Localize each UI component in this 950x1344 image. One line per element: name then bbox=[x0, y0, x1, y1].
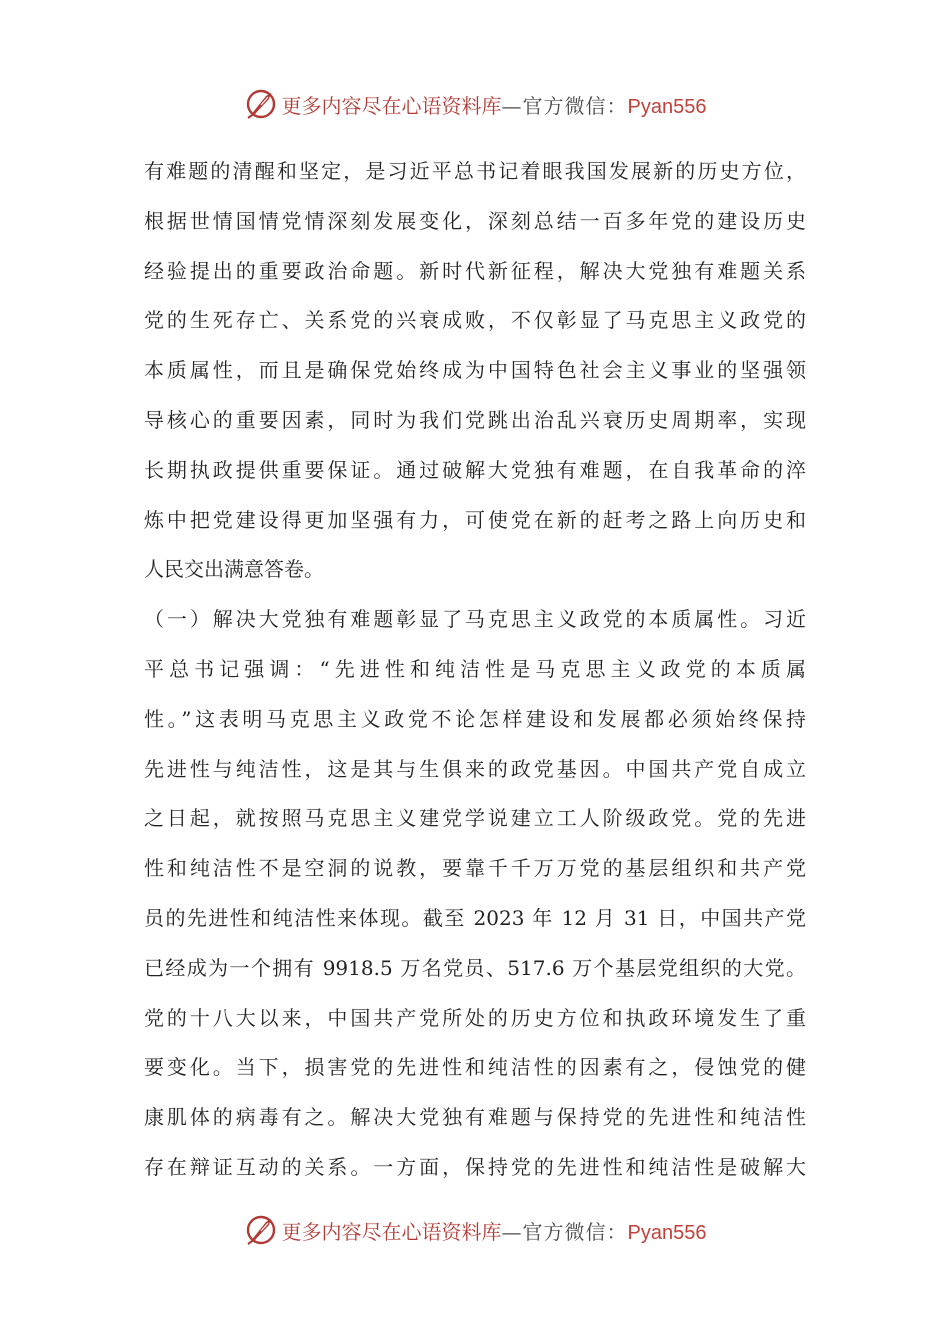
body-line-20: 康肌体的病毒有之。解决大党独有难题与保持党的先进性和纯洁性 bbox=[144, 1105, 806, 1130]
quill-logo-icon bbox=[244, 87, 278, 121]
body-line-7: 长期执政提供重要保证。通过破解大党独有难题，在自我革命的淬 bbox=[144, 457, 806, 482]
footer-banner-wechat: Pyan556 bbox=[627, 1221, 707, 1244]
body-line-9: 人民交出满意答卷。 bbox=[144, 557, 324, 582]
body-line-12: 性。”这表明马克思主义政党不论怎样建设和发展都必须始终保持 bbox=[144, 706, 806, 731]
footer-banner-dash: — bbox=[501, 1219, 523, 1244]
body-line-19: 要变化。当下，损害党的先进性和纯洁性的因素有之，侵蚀党的健 bbox=[144, 1055, 806, 1080]
footer-banner-official: 官方微信： bbox=[522, 1219, 628, 1244]
body-line-4: 党的生死存亡、关系党的兴衰成败，不仅彰显了马克思主义政党的 bbox=[144, 308, 806, 333]
header-banner-dash: — bbox=[501, 93, 523, 118]
body-line-15: 性和纯洁性不是空洞的说教，要靠千千万万党的基层组织和共产党 bbox=[144, 856, 806, 881]
header-banner-wechat: Pyan556 bbox=[627, 95, 707, 118]
body-line-6: 导核心的重要因素，同时为我们党跳出治乱兴衰历史周期率，实现 bbox=[144, 407, 806, 432]
body-line-11: 平总书记强调：“先进性和纯洁性是马克思主义政党的本质属 bbox=[144, 656, 806, 681]
header-banner-text bbox=[282, 90, 707, 119]
footer-banner-text bbox=[282, 1216, 707, 1245]
header-banner bbox=[0, 84, 950, 124]
body-line-17: 已经成为一个拥有 9918.5 万名党员、517.6 万个基层党组织的大党。 bbox=[144, 955, 806, 980]
body-line-16: 员的先进性和纯洁性来体现。截至 2023 年 12 月 31 日，中国共产党 bbox=[144, 905, 806, 930]
body-line-21: 存在辩证互动的关系。一方面，保持党的先进性和纯洁性是破解大 bbox=[144, 1154, 806, 1179]
body-line-5: 本质属性，而且是确保党始终成为中国特色社会主义事业的坚强领 bbox=[144, 358, 806, 383]
header-banner-official: 官方微信： bbox=[522, 93, 628, 118]
footer-banner-lead: 更多内容尽在心语资料库 bbox=[281, 1219, 502, 1244]
quill-logo-icon bbox=[244, 1213, 278, 1247]
body-line-1: 有难题的清醒和坚定，是习近平总书记着眼我国发展新的历史方位， bbox=[144, 159, 806, 183]
body-line-8: 炼中把党建设得更加坚强有力，可使党在新的赶考之路上向历史和 bbox=[144, 507, 806, 532]
body-line-3: 经验提出的重要政治命题。新时代新征程，解决大党独有难题关系 bbox=[144, 258, 806, 283]
body-line-18: 党的十八大以来，中国共产党所处的历史方位和执政环境发生了重 bbox=[144, 1005, 806, 1030]
header-banner-lead: 更多内容尽在心语资料库 bbox=[281, 93, 502, 118]
body-line-10: （一）解决大党独有难题彰显了马克思主义政党的本质属性。习近 bbox=[144, 607, 806, 632]
body-line-13: 先进性与纯洁性，这是其与生俱来的政党基因。中国共产党自成立 bbox=[144, 756, 806, 781]
footer-banner bbox=[0, 1210, 950, 1250]
body-line-14: 之日起，就按照马克思主义建党学说建立工人阶级政党。党的先进 bbox=[144, 806, 806, 831]
document-body bbox=[144, 147, 806, 1193]
body-line-2: 根据世情国情党情深刻发展变化，深刻总结一百多年党的建设历史 bbox=[144, 208, 806, 233]
